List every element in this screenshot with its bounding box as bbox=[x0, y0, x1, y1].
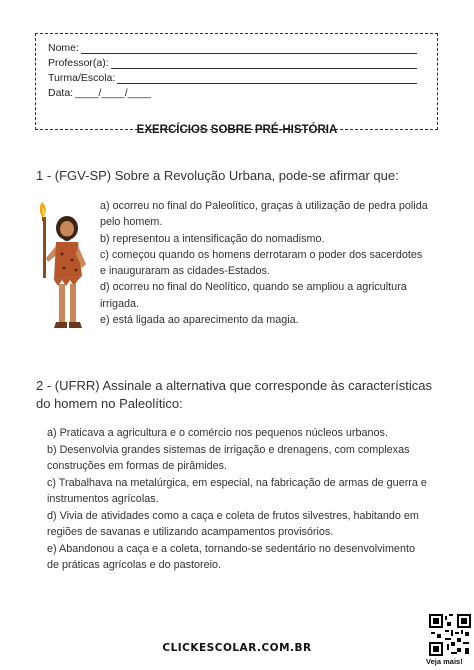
q2-option-b[interactable]: b) Desenvolvia grandes sistemas de irrigação e drenagens, com complexas construções em formas de pirâmides. bbox=[47, 443, 410, 472]
class-school-line[interactable] bbox=[117, 73, 417, 84]
page-title: EXERCÍCIOS SOBRE PRÉ-HISTÓRIA bbox=[136, 124, 338, 136]
professor-line[interactable] bbox=[111, 58, 417, 69]
q2-option-c[interactable]: c) Trabalhava na metalúrgica, em especial, na fabricação de armas de guerra e instrumentos agrícolas. bbox=[47, 476, 427, 505]
question-1-text: 1 - (FGV-SP) Sobre a Revolução Urbana, pode-se afirmar que: bbox=[36, 168, 399, 183]
q1-option-a[interactable]: a) ocorreu no final do Paleolítico, graças à utilização de pedra polida pelo homem. bbox=[100, 200, 428, 229]
q1-option-d[interactable]: d) ocorreu no final do Neolítico, quando se ampliou a agricultura irrigada. bbox=[100, 281, 407, 310]
class-school-row bbox=[48, 69, 425, 84]
question-2-options bbox=[47, 425, 427, 574]
class-school-label: Turma/Escola: bbox=[48, 72, 116, 84]
q1-option-e[interactable]: e) está ligada ao aparecimento da magia. bbox=[100, 314, 299, 327]
date-row bbox=[48, 84, 425, 99]
q1-option-c[interactable]: c) começou quando os homens derrotaram o poder dos sacerdotes e inauguraram as cidades-Estados. bbox=[100, 248, 423, 278]
date-label: Data: bbox=[48, 87, 74, 99]
see-more-label[interactable]: Veja mais! bbox=[426, 657, 463, 666]
q1-option-b[interactable]: b) representou a intensificação do nomadismo. bbox=[100, 232, 325, 245]
question-2-text: 2 - (UFRR) Assinale a alternativa que corresponde às características do homem no Paleolítico: bbox=[36, 378, 432, 411]
name-label: Nome: bbox=[48, 42, 79, 54]
student-info-box bbox=[35, 33, 438, 130]
date-field[interactable]: ____/____/____ bbox=[75, 87, 152, 99]
name-row bbox=[48, 39, 425, 54]
q2-option-a[interactable]: a) Praticava a agricultura e o comércio nos pequenos núcleos urbanos. bbox=[47, 427, 388, 439]
professor-label: Professor(a): bbox=[48, 57, 109, 69]
question-1-options bbox=[100, 198, 430, 328]
name-line[interactable] bbox=[81, 43, 417, 54]
q2-option-d[interactable]: d) Vivia de atividades como a caça e coleta de frutos silvestres, habitando em regiões de savanas e utilizando acampamentos provisórios. bbox=[47, 509, 419, 538]
caveman-illustration bbox=[34, 198, 96, 336]
qr-code-icon[interactable] bbox=[429, 614, 471, 656]
q2-option-e[interactable]: e) Abandonou a caça e a coleta, tornando-se sedentário no desenvolvimento de práticas agrícolas e do pastoreio. bbox=[47, 542, 415, 571]
professor-row bbox=[48, 54, 425, 69]
footer-brand-logo[interactable]: CLICKESCOLAR.COM.BR bbox=[162, 642, 312, 654]
